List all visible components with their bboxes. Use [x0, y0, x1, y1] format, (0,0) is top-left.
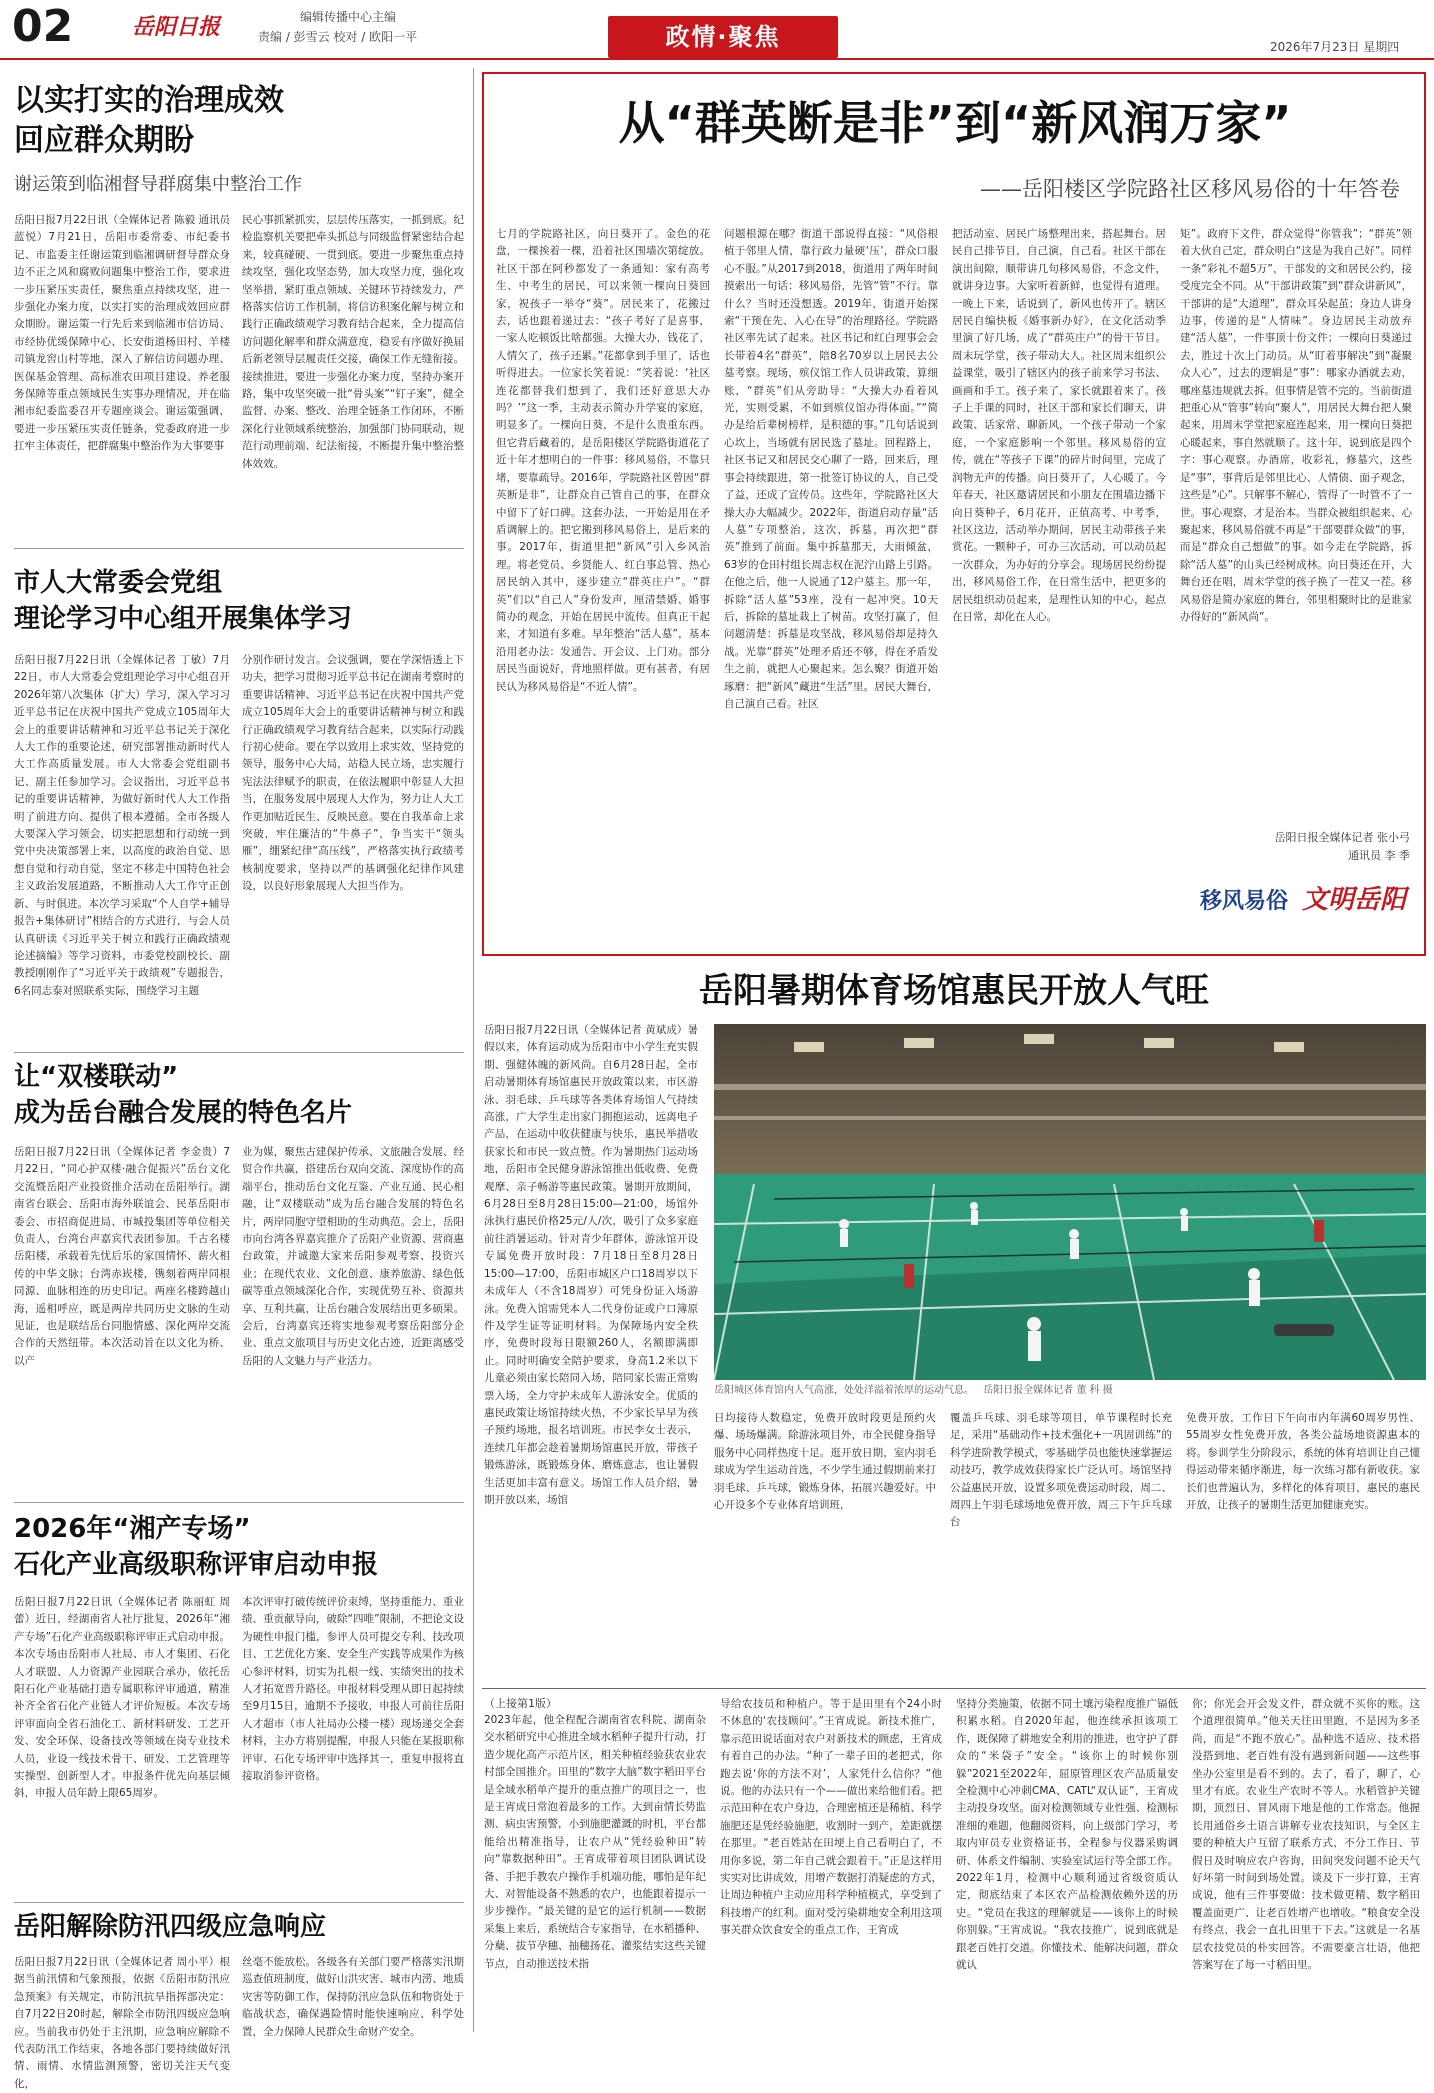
article-2-headline-line1: 市人大常委会党组 — [14, 568, 223, 598]
photo-credit: 岳阳日报全媒体记者 董 科 摄 — [983, 1385, 1113, 1396]
agri-body-col-2: 导给农技员和种植户。等于是田里有个24小时不休息的‘农技顾问’。”王宵成说。新技术推广，靠示范田说话面对农户对新技术的顾虑，王宵成有着自己的办法。“种了一辈子田的老把式，你跑去说‘你的方法不对’，人家凭什么信你？”他说。他的办法只有一个——做出来给他们看。把示范田种在农户身边，合理密植还是稀植、科学施肥还是凭经验施肥，收割时一到产，差距就摆在那里。“老百姓站在田埂上自己看明白了，不用你多说，第二年自己就会跟着干。”正是这样用实实对比讲成效，用增产数据打消疑虑的方式，让周边种植户主动应用科学种植模式，享受到了科技增产的红利。面对受污染耕地安全利用这项事关群众饮食安全的重点工作，王宵成 — [720, 1698, 942, 1937]
agri-body-col-1: 2023年起，他全程配合湖南省农科院、湖南杂交水稻研究中心推进全域水稻种子提升行动，打造少规化高产示范片区，相关种植经验获农业农村部全国推介。田里的“数字大脑”数字稻田平台是全域水稻单产提升的重点推广的项目之一，也是王宵成日常泡着最多的工作。大到亩情长势监测、病虫害预警，小到施肥灌溉的时机，平台都能给出精准指导，让农户从“凭经验种田”转向“靠数据种田”。王宵成带着项目团队调试设备、手把手教农户操作手机端功能，哪怕是年纪大、对智能设备不熟悉的农户，也能跟着提示一步步操作。“最关键的是它的运行机制——数据采集上来后，系统结合专家指导，在水稻播种、分蘖、拔节孕穗、抽穗扬花、灌浆结实这些关键节点，自动推送技术指 — [484, 1714, 706, 1970]
article-3-body-right: 业为媒，聚焦古建保护传承、文旅融合发展、经贸合作共赢，搭建岳台双向交流、深度协作的高端平台，推动岳台文化互鉴、产业互通、民心相融，让“双楼联动”成为岳台融合发展的特色名片，两岸同胞守望相助的生动典范。会上，岳阳市向台湾各界嘉宾推介了岳阳产业资源、营商惠台政策，并诚邀大家来岳阳参观考察、投资兴业；在现代农业、文化创意、康养旅游、绿色低碳等重点领域深化合作，实现优势互补、资源共享、互利共赢，让岳台融合发展结出更多硕果。会后，台湾嘉宾还将实地参观考察岳阳部分企业、重点文旅项目与历史文化古迹，近距离感受岳阳的人文魅力与产业活力。 — [242, 1146, 464, 1367]
masthead — [0, 0, 1434, 58]
article-4-headline-line2: 石化产业高级职称评审启动申报 — [14, 1550, 379, 1580]
feature-body-col-2: 问题根源在哪？街道干部说得直接：“风俗根植于邻里人情，靠行政力量硬‘压’，群众口服心不服。”从2017到2018，街道用了两年时间摸索出一句话：移风易俗，先管“管”不行。靠什么？当时还没想透。2019年，街道开始探索“干预在先、入心在导”的治理路径。学院路社区率先试了起来。社区书记和红白理事会会长带着4名“群英”，陪8名70岁以上居民去公墓考察。现场，殡仪馆工作人员讲政策，算细账，“群英”们从旁助导：“大操大办看着风光，实则受累，不如到殡仪馆办得体面。”“简办是给后辈树榜样，是积德的事。”几句话说到心坎上，当场就有居民选了墓址。回程路上，社区书记又和居民交心聊了一路，回来后，理事会持续跟进，第一批签订协议的人，自己受了益，还成了宣传员。这些年，学院路社区大操大办大幅减少。2022年，街道启动存量“活人墓”专项整治，这次，拆墓，再次把“群英”推到了前面。集中拆墓那天，大雨倾盆，63岁的仓田村组长周志权在泥泞山路上引路。在他之后，他一人说通了12户墓主。那一年，拆除“活人墓”53座，没有一起冲突。10天后，拆除的墓址栽上了树苗。攻坚打赢了，但问题清楚：拆墓是攻坚战，移风易俗却是持久战。光靠“群英”处理矛盾还不够，得在矛盾发生之前，就把人心聚起来。怎么聚？街道开始琢磨：把“新风”藏进“生活”里。居民大舞台，自己演自己看。社区 — [724, 228, 938, 710]
article-4-headline-line1: 2026年“湘产专场” — [14, 1514, 251, 1544]
article-1-subtitle: 谢运策到临湘督导群腐集中整治工作 — [14, 174, 302, 195]
article-1-headline-line2: 回应群众期盼 — [14, 123, 194, 158]
section-banner — [608, 16, 838, 58]
article-divider — [14, 1902, 464, 1903]
badminton-hall-illustration — [714, 1024, 1426, 1380]
feature-body-col-3: 把活动室、居民广场整理出来，搭起舞台。居民自己排节目，自己演，自己看。社区干部在演出间隙，顺带讲几句移风易俗，不念文件，就讲身边事。大家听着新鲜，也觉得有道理。一晚上下来，话说到了，新风也传开了。辖区居民自编快板《婚事新办好》，在文化活动季里演了好几场，成了“群英庄户”的骨干节目。周末玩学堂，孩子带动大人。社区周末组织公益课堂，吸引了辖区内的孩子前来学习书法、画画和手工。孩子来了，家长就跟着来了。孩子上手课的同时，社区干部和家长们聊天，讲政策、话家常、聊新风，一个孩子带动一个家庭，一个家庭影响一个邻里。移风易俗的宣传，就在“等孩子下课”的碎片时间里，完成了润物无声的传播。向日葵开了，人心暖了。今年春天，社区邀请居民和小朋友在围墙边播下向日葵种子，6月花开，正值高考、中考季，社区这边，活动举办期间，居民主动带孩子来赏花。一颗种子，可办三次活动，可以动员起一次群众，为办好的分享会。现场居民纷纷提出，移风易俗工作，在日常生活中，把更多的居民组织动员起来，是理性认知的中心，起点在日常，却化在人心。 — [952, 228, 1166, 623]
badge-text: 移风易俗 — [1200, 889, 1289, 914]
article-1-headline-line1: 以实打实的治理成效 — [14, 83, 284, 118]
agri-body-col-3: 坚持分类施策，依据不同土壤污染程度推广镉低积累水稻。自2020年起，他连续承担该项工作，既保障了耕地安全利用的推进，也守护了群众的“米袋子”安全。“该你上的时候你别躲”2021至2022年，屈原管理区农产品质量安全检测中心冲刺CMA、CATL“双认证”，王宵成主动投身攻坚。面对检测领域专业性强、检测标准细的难题，他翻阅资料，向上级部门学习，考取内审员专业资格证书，全程参与仪器采购调研、体系文件编制、实验室试运行等全部工作。2022年1月，检测中心顺利通过省级资质认定，彻底结束了本区农产品检测依赖外送的历史。“党员在我这的理解就是——该你上的时候你别躲。”王宵成说。“我农技推广，说到底就是跟老百姓打交道。你懂技术、能解决问题，群众就认 — [956, 1698, 1178, 1972]
agri-body-col-4: 你；你光会开会发文件，群众就不买你的账。这个道理很简单。”他关天往田里跑，不是因为多圣尚，而是“不跑不放心”。晶种选不适应、技术搭没搭到地、老百姓有没有遇到新问题——这些事坐办公室里是看不到的。去了，看了，聊了，心里才有底。农业生产农时不等人。水稻管护关键期，顶烈日、冒风雨下地是他的工作常态。他握长用通俗乡土语言讲解专业农技知识，与全区主要的种植大户互留了联系方式，不分工作日、节假日及时响应农户咨询，田间突发问题不论天气好坏第一时间到场处置。谈及下一步打算，王宵成说，他有三件事要做：技术做更精、数字稻田覆盖面更广、让老百姓增产也增收。“粮食安全没有终点，我会一直扎田里干下去。”这就是一名基层农技党员的朴实回答。不需要豪言壮语，他把答案写在了每一寸稻田里。 — [1192, 1698, 1420, 1972]
feature-subtitle: ——岳阳楼区学院路社区移风易俗的十年答卷 — [980, 177, 1400, 201]
photo-caption — [714, 1384, 1426, 1398]
paper-name-logo: 岳阳日报 — [132, 14, 221, 40]
article-3-headline-line2: 成为岳台融合发展的特色名片 — [14, 1098, 353, 1128]
article-divider — [14, 548, 464, 549]
feature-byline-1: 岳阳日报全媒体记者 张小弓 — [1274, 831, 1410, 844]
sports-headline: 岳阳暑期体育场馆惠民开放人气旺 — [699, 971, 1209, 1011]
masthead-rule — [0, 58, 1434, 60]
article-divider — [14, 1502, 464, 1503]
sports-photo — [714, 1024, 1426, 1380]
article-3-body-left: 岳阳日报7月22日讯（全媒体记者 李金贵）7月22日，“同心护双楼·融合促振兴”岳台文化交流暨岳阳产业投资推介活动在岳阳举行。湖南省台联会、岳阳市海外联谊会、民革岳阳市委会、市招商促进局、市城投集团等单位相关负责人，台湾台声嘉宾代表团参加。千古名楼岳阳楼，承载着先忧后乐的家国情怀、薪火相传的中华文脉；台湾赤崁楼，镌刻着两岸同根同源、血脉相连的历史印记。两座名楼跨越山海，遥相呼应，既是两岸共同历史文脉的生动见证，也是联结岳台同胞情感、深化两岸交流合作的天然纽带。本次活动旨在以文化为桥、以产 — [14, 1146, 230, 1367]
sports-body-left: 岳阳日报7月22日讯（全媒体记者 黄斌成）暑假以来，体育运动成为岳阳市中小学生充实假期、强健体魄的新风尚。自6月28日起，全市启动暑期体育场馆惠民开放政策以来，市区游泳、羽毛球、乒乓球等各类体育场馆人气持续高涨，广大学生走出家门拥抱运动，远离电子产品，在运动中收获健康与快乐，惠民举措收获家长和市民一致点赞。作为暑期热门运动场地，岳阳市全民健身游泳馆推出低收费、免费观摩、亲子畅游等惠民政策。暑期开放期间，6月28日至8月28日15:00—21:00，场馆外泳执行惠民价格25元/人/次，吸引了众多家庭前往消暑运动。针对青少年群体，游泳馆开设专属免费开放时段：7月18日至8月28日15:00—17:00，岳阳市城区户口18周岁以下未成年人（不含18周岁）可凭身份证入场游泳。免费入馆需凭本人二代身份证或户口簿原件及学生证等证明材料。为保障场内安全秩序，免费时段每日限额260人，名额即满即止。同时明确安全陪护要求，身高1.2米以下儿童必须由家长陪同入场，陪同家长需正常购票入场，全力守护未成年人游泳安全。优质的惠民政策让场馆持续火热，不少家长早早为孩子预约场地，报名培训班。市民李女士表示，连续几年都会趁着暑期场馆惠民开放，带孩子锻炼游泳，既锻炼身体、磨炼意志，也让暑假生活更加丰富有意义。场馆工作人员介绍，暑期开放以来，场馆 — [484, 1024, 698, 1506]
badge-script-logo: 文明岳阳 — [1302, 885, 1407, 915]
article-2-body-left: 岳阳日报7月22日讯（全媒体记者 丁敏）7月22日，市人大常委会党组理论学习中心组召开2026年第八次集体（扩大）学习，深入学习习近平总书记在庆祝中国共产党成立105周年大会上的重要讲话精神和习近平总书记关于深化人大工作的重要论述，研究部署推动新时代人大工作高质量发展。市人大常委会党组副书记、副主任参加学习。会议指出，习近平总书记的重要讲话精神，为做好新时代人大工作指明了前进方向、提供了根本遵循。全市各级人大要深入学习领会，切实把思想和行动统一到党中央决策部署上来，以高度的政治自觉、思想自觉和行动自觉，坚定不移走中国特色社会主义政治发展道路，不断推动人大工作守正创新、与时俱进。本次学习采取“个人自学+辅导报告+集体研讨”相结合的方式进行，与会人员认真研读《习近平关于树立和践行正确政绩观论述摘编》等学习资料，市委党校副校长、副教授刚刚作了“习近平关于政绩观”专题报告，6名同志泰对照联系实际，围绕学习主题 — [14, 654, 230, 997]
section-title: 政情·聚焦 — [665, 23, 781, 51]
article-4-body-right: 本次评审打破传统评价束缚，坚持重能力、重业绩、重贡献导向，破除“四唯”限制，不把论文设为硬性申报门槛，参评人员可提交专利、技改项目、工艺优化方案、安全生产实践等成果作为核心参评材料，切实为扎根一线、实绩突出的技术人才拓宽晋升路径。申报材料受理从即日起持续至9月15日，逾期不予接收，申报人可前往岳阳人才超市（市人社局办公楼一楼）现场递交全套材料，主办方将别提醒，申报人只能在某报职称评审、石化专场评审中选择其一，重复申报将直接取消参评资格。 — [242, 1596, 464, 1783]
photo-caption-text: 岳阳城区体育馆内人气高涨，处处洋溢着浓厚的运动气息。 — [714, 1385, 974, 1396]
civilization-badge — [1200, 878, 1416, 930]
feature-byline-2: 通讯员 李 季 — [1348, 849, 1410, 862]
section-divider — [482, 1688, 1426, 1689]
page-number: 02 — [12, 1, 74, 52]
continuation-label: （上接第1版） — [484, 1697, 557, 1710]
article-5-body-left: 岳阳日报7月22日讯（全媒体记者 周小平）根据当前汛情和气象预报，依据《岳阳市防汛应急预案》有关规定，市防汛抗旱指挥部决定：自7月22日20时起，解除全市防汛四级应急响应。当前我市仍处于主汛期，应急响应解除不代表防汛工作结束，各地各部门要持续做好汛情、雨情、水情监测预警，密切关注天气变化， — [14, 1956, 230, 2090]
article-4-body-left: 岳阳日报7月22日讯（全媒体记者 陈丽虹 周 蕾）近日，经湖南省人社厅批复，2026年“湘产专场”石化产业高级职称评审正式启动申报。本次专场由岳阳市人社局、市人才集团、石化人才联盟、人力资源产业园联合承办，依托岳阳石化产业基础打造专属职称评审通道，精准补齐全省石化产业链人才评价短板。本次专场评审面向全省石油化工、新材料研发、工艺开发、安全环保、设备技改等领域在岗专业技术人员，业设一线技术骨干、研发、工艺管理等实操型、创新型人才。申报条件优先向基层倾斜，申报人员年龄上限65周岁。 — [14, 1596, 230, 1800]
sports-body-col-2: 日均接待人数稳定，免费开放时段更是预约火爆、场场爆满。除游泳项目外，市全民健身指导服务中心同样热度十足。逛开放日期，室内羽毛球成为学生运动首选，不少学生通过假期前来打羽毛球、乒乓球，锻炼身体，拓展兴趣爱好。中心开设多个专业体育培训班， — [714, 1412, 936, 1512]
article-1-body-right: 民心事抓紧抓实，层层传压落实，一抓到底。纪检监察机关要把牵头抓总与同级监督紧密结合起来，较真碰硬、一贯到底。要进一步聚焦重点持续攻坚，强化攻坚态势，加大攻坚力度，强化攻坚举措，紧盯重点领域、关键环节持续发力，严格落实信访工作机制，将信访积案化解与树立和践行正确政绩观学习教育结合起来，全力提高信访问题化解率和群众满意度，稳妥有序做好换届后新老领导层履责任交接，确保工作无缝衔接。接续推进，要进一步强化办案力度，坚持办案开路，集中攻坚突破一批“骨头案”“钉子案”，健全监督、办案、整改、治理全链条工作闭环，不断深化行业领域系统整治，加强部门协同联动，规范行动理前端、纪法衔接，不断提升集中整治整体效效。 — [242, 214, 464, 470]
issue-date: 2026年7月23日 星期四 — [1270, 40, 1400, 54]
article-5-headline: 岳阳解除防汛四级应急响应 — [14, 1912, 327, 1942]
article-divider — [14, 1052, 464, 1053]
sports-body-col-4: 免费开放，工作日下午向市内年满60周岁男性、55周岁女性免费开放，各类公益场地资源惠本的将。参训学生分阶段示，系统的体育培训让自己懂得运动带来循序渐进，每一次练习都有新收获。家长们也普遍认为，多样化的体育项目，惠民的惠民开放，让孩子的暑期生活更加健康充实。 — [1186, 1412, 1420, 1512]
feature-body-col-1: 七月的学院路社区，向日葵开了。金色的花盘，一棵挨着一棵，沿着社区围墙次第绽放。社区干部在阿秒都发了一条通知：家有高考生、中考生的居民，可以来领一棵向日葵回家，祝孩子一举夺“葵”。居民来了，花搬过去，话也跟着递过去：“孩子考好了是喜事，一家人吃顿饭比啥都强。大操大办，钱花了，人情欠了，孩子还累。”花都拿到手里了，话也听得进去。一位家长笑着说：“笑着说：‘社区连花都替我们想到了，我们还好意思大办吗？’”这一季，主动表示简办升学宴的家庭，明显多了。一棵向日葵，不是什么贵重东西。但它背后藏着的，是岳阳楼区学院路街道花了近十年才想明白的一件事：移风易俗，不靠只堵，要靠疏导。2016年，学院路社区曾因“群英断是非”，让群众自己管自己的事，在群众中留下了好口碑。这套办法，一开始是用在矛盾调解上的。把它搬到移风易俗上，是后来的事。2017年，街道里把“新风”引入乡风治理。将老党员、乡贤能人、红白事总管、热心居民纳入其中，逐步建立“群英庄户”。“群英”们以“自己人”身份发声，厘清禁婚、婚事简办的观念，开始在居民中流传。但真正干起来，才知道有多难。早年整治“活人墓”，基本沿用老办法：发通告、开会议、上门劝。部分居民当面说好，背地照样做。更有甚者，有居民认为移风易俗是“不近人情”。 — [496, 228, 710, 693]
sports-body-col-3: 覆盖乒乓球、羽毛球等项目，单节课程时长充足，采用“基础动作+技术强化+一巩固训练”的科学进阶教学模式，零基础学员也能快速掌握运动技巧，教学成效获得家长广泛认可。场馆坚持公益惠民开放，设置多项免费运动时段，周二、周四上午羽毛球场地免费开放，周三下午乒乓球台 — [950, 1412, 1172, 1529]
column-divider — [473, 68, 474, 2032]
article-2-body-right: 分别作研讨发言。会议强调，要在学深悟透上下功夫，把学习贯彻习近平总书记在湖南考察时的重要讲话精神、习近平总书记在庆祝中国共产党成立105周年大会上的重要讲话精神与树立和践行正确政绩观学习教育结合起来，以实际行动践行初心使命。要在学以致用上求实效，坚持党的领导，服务中心大局，站稳人民立场，忠实履行宪法法律赋予的职责，在依法履职中彰显人大担当，在服务发展中展现人大作为，努力让人大工作更加贴近民生、反映民意。要在自我革命上求突破，牢住廉洁的“牛鼻子”，争当实干“领头雁”，绷紧纪律“高压线”，严格落实执行政绩考核制度要求，坚持以严的基调强化纪律作风建设，以良好形象展现人大担当作为。 — [242, 654, 464, 893]
feature-headline: 从“群英断是非”到“新风润万家” — [618, 96, 1292, 150]
article-2-headline-line2: 理论学习中心组开展集体学习 — [14, 604, 353, 634]
feature-body-col-4: 矩”。政府下文件，群众觉得“你管我”；“群英”领着大伙自己定，群众明白“这是为我自己好”。同样一条“彩礼不超5万”，干部发的文和居民公约，接受度完全不同。从“干部讲政策”到“群众讲新风”，干部讲的是“大道理”，群众耳朵起茧；身边人讲身边事，传递的是“人情味”。身边居民主动放弃建“活人墓”，一件事顶十份文件；一棵向日葵递过去，胜过十次上门动员。从“盯着事解决”到“凝聚众人心”，过去的逻辑是“事”：哪家办酒就去劝，哪座墓违规就去拆。但事情是管不完的。当前街道把重心从“管事”转向“聚人”，用居民大舞台把人聚起来，用周末学堂把家庭连起来，用一棵向日葵把心暖起来，事自然就顺了。这十年，说到底是四个字：事心观察。办酒席，收彩礼，修墓穴，这些是“事”，事背后是邻里比心、人情债、面子观念，这些是“心”。只解事不解心，管得了一时管不了一世。事心观察，才是治本。当群众被组织起来、心聚起来，移风易俗就不再是“干部要群众做”的事，而是“群众自己想做”的事。如今走在学院路，拆除“活人墓”的山头已经树成林。向日葵还在开，大舞台还在唱，周末学堂的孩子换了一茬又一茬。移风易俗是简办家庭的舞台，邻里相聚时比的是谁家办得好的“新风尚”。 — [1180, 228, 1412, 623]
article-3-headline-line1: 让“双楼联动” — [14, 1062, 179, 1092]
editor-line-1: 编辑传播中心主编 — [300, 10, 397, 24]
editor-line-2: 责编 / 彭雪云 校对 / 欧阳一平 — [258, 30, 418, 44]
article-1-body-left: 岳阳日报7月22日讯（全媒体记者 陈毅 通讯员 蓝悦）7月21日，岳阳市委常委、市纪委书记、市监委主任谢运策到临湘调研督导群众身边不正之风和腐败问题集中整治工作，要求进一步压紧压实责任，聚焦重点持续攻坚，进一步强化办案力度，以实打实的治理成效回应群众期盼。谢运策一行先后来到临湘市信访局、市经协优缓保障中心、长安街道杨田村、羊楼司镇龙窖山村等地，深入了解信访问题办理、医保基金管理、高标准农田项目建设、养老服务保障等重点领域民生实事办理情况，并在临湘市纪委监委召开专题座谈会。谢运策强调，要进一步压紧压实责任链条，党委政府进一步扛牢主体责任，把群腐集中整治作为大事要事 — [14, 214, 230, 453]
article-5-body-right: 丝毫不能放松。各级各有关部门要严格落实汛期巡查值班制度，做好山洪灾害、城市内涝、地质灾害等防御工作，保持防汛应急队伍和物资处于临战状态，确保遇险情时能快速响应、科学处置，全力保障人民群众生命财产安全。 — [242, 1956, 464, 2038]
